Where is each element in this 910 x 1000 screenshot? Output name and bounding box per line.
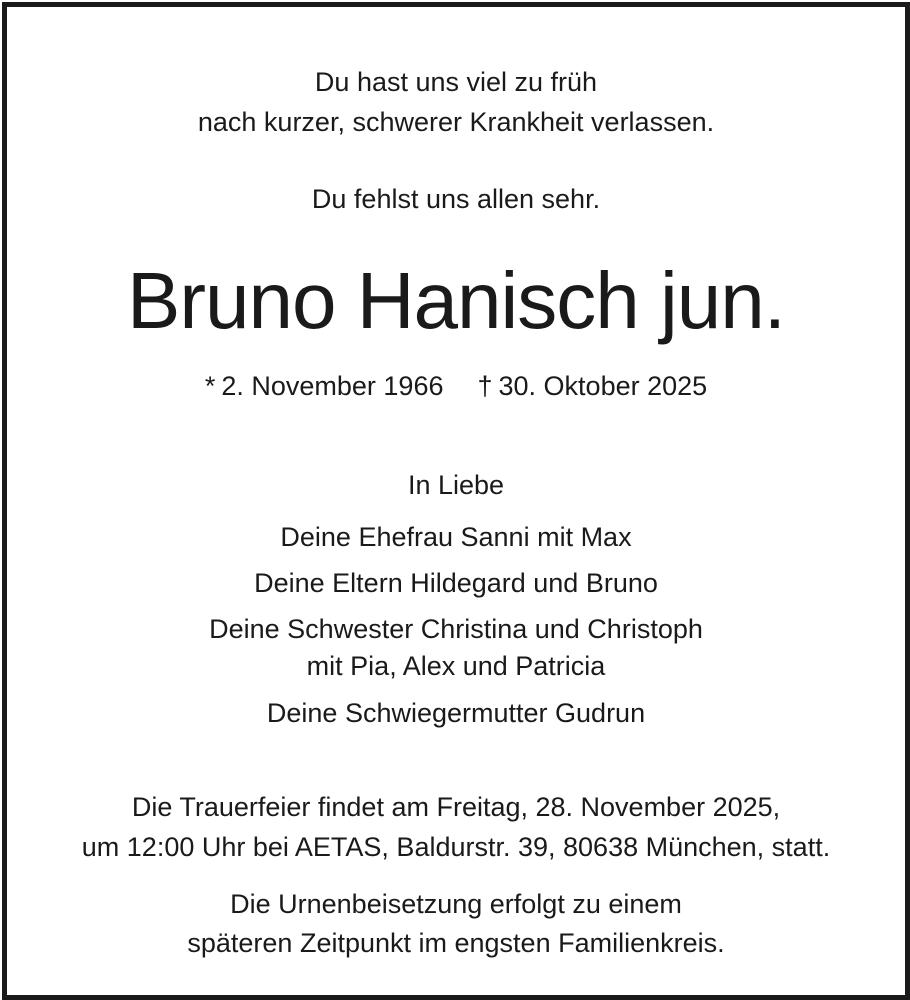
- opening-line-2: nach kurzer, schwerer Krankheit verlassen.: [197, 107, 715, 137]
- burial-line-1: Die Urnenbeisetzung erfolgt zu einem: [230, 889, 682, 919]
- opening-line-3: Du fehlst uns allen sehr.: [311, 184, 601, 214]
- mourner-line: Deine Schwester Christina und Christoph: [209, 614, 703, 644]
- death-symbol: †: [477, 371, 493, 401]
- opening-line-1: Du hast uns viel zu früh: [314, 67, 598, 97]
- mourner-line: mit Pia, Alex und Patricia: [306, 651, 606, 681]
- birth-date: 2. November 1966: [221, 371, 444, 401]
- deceased-name: Bruno Hanisch jun.: [127, 256, 785, 345]
- mourners-intro: In Liebe: [407, 470, 505, 500]
- mourner-line: Deine Ehefrau Sanni mit Max: [280, 522, 632, 552]
- mourner-line: Deine Eltern Hildegard und Bruno: [254, 568, 658, 598]
- burial-line-2: späteren Zeitpunkt im engsten Familienkreis.: [187, 928, 725, 958]
- life-dates: [7, 369, 905, 403]
- ceremony-line-2: um 12:00 Uhr bei AETAS, Baldurstr. 39, 80638 München, statt.: [81, 832, 831, 862]
- ceremony-line-1: Die Trauerfeier findet am Freitag, 28. November 2025,: [131, 792, 781, 822]
- obituary-frame: [2, 2, 910, 1000]
- death-date: 30. Oktober 2025: [498, 371, 708, 401]
- birth-symbol: *: [204, 371, 216, 401]
- mourner-line: Deine Schwiegermutter Gudrun: [266, 698, 646, 728]
